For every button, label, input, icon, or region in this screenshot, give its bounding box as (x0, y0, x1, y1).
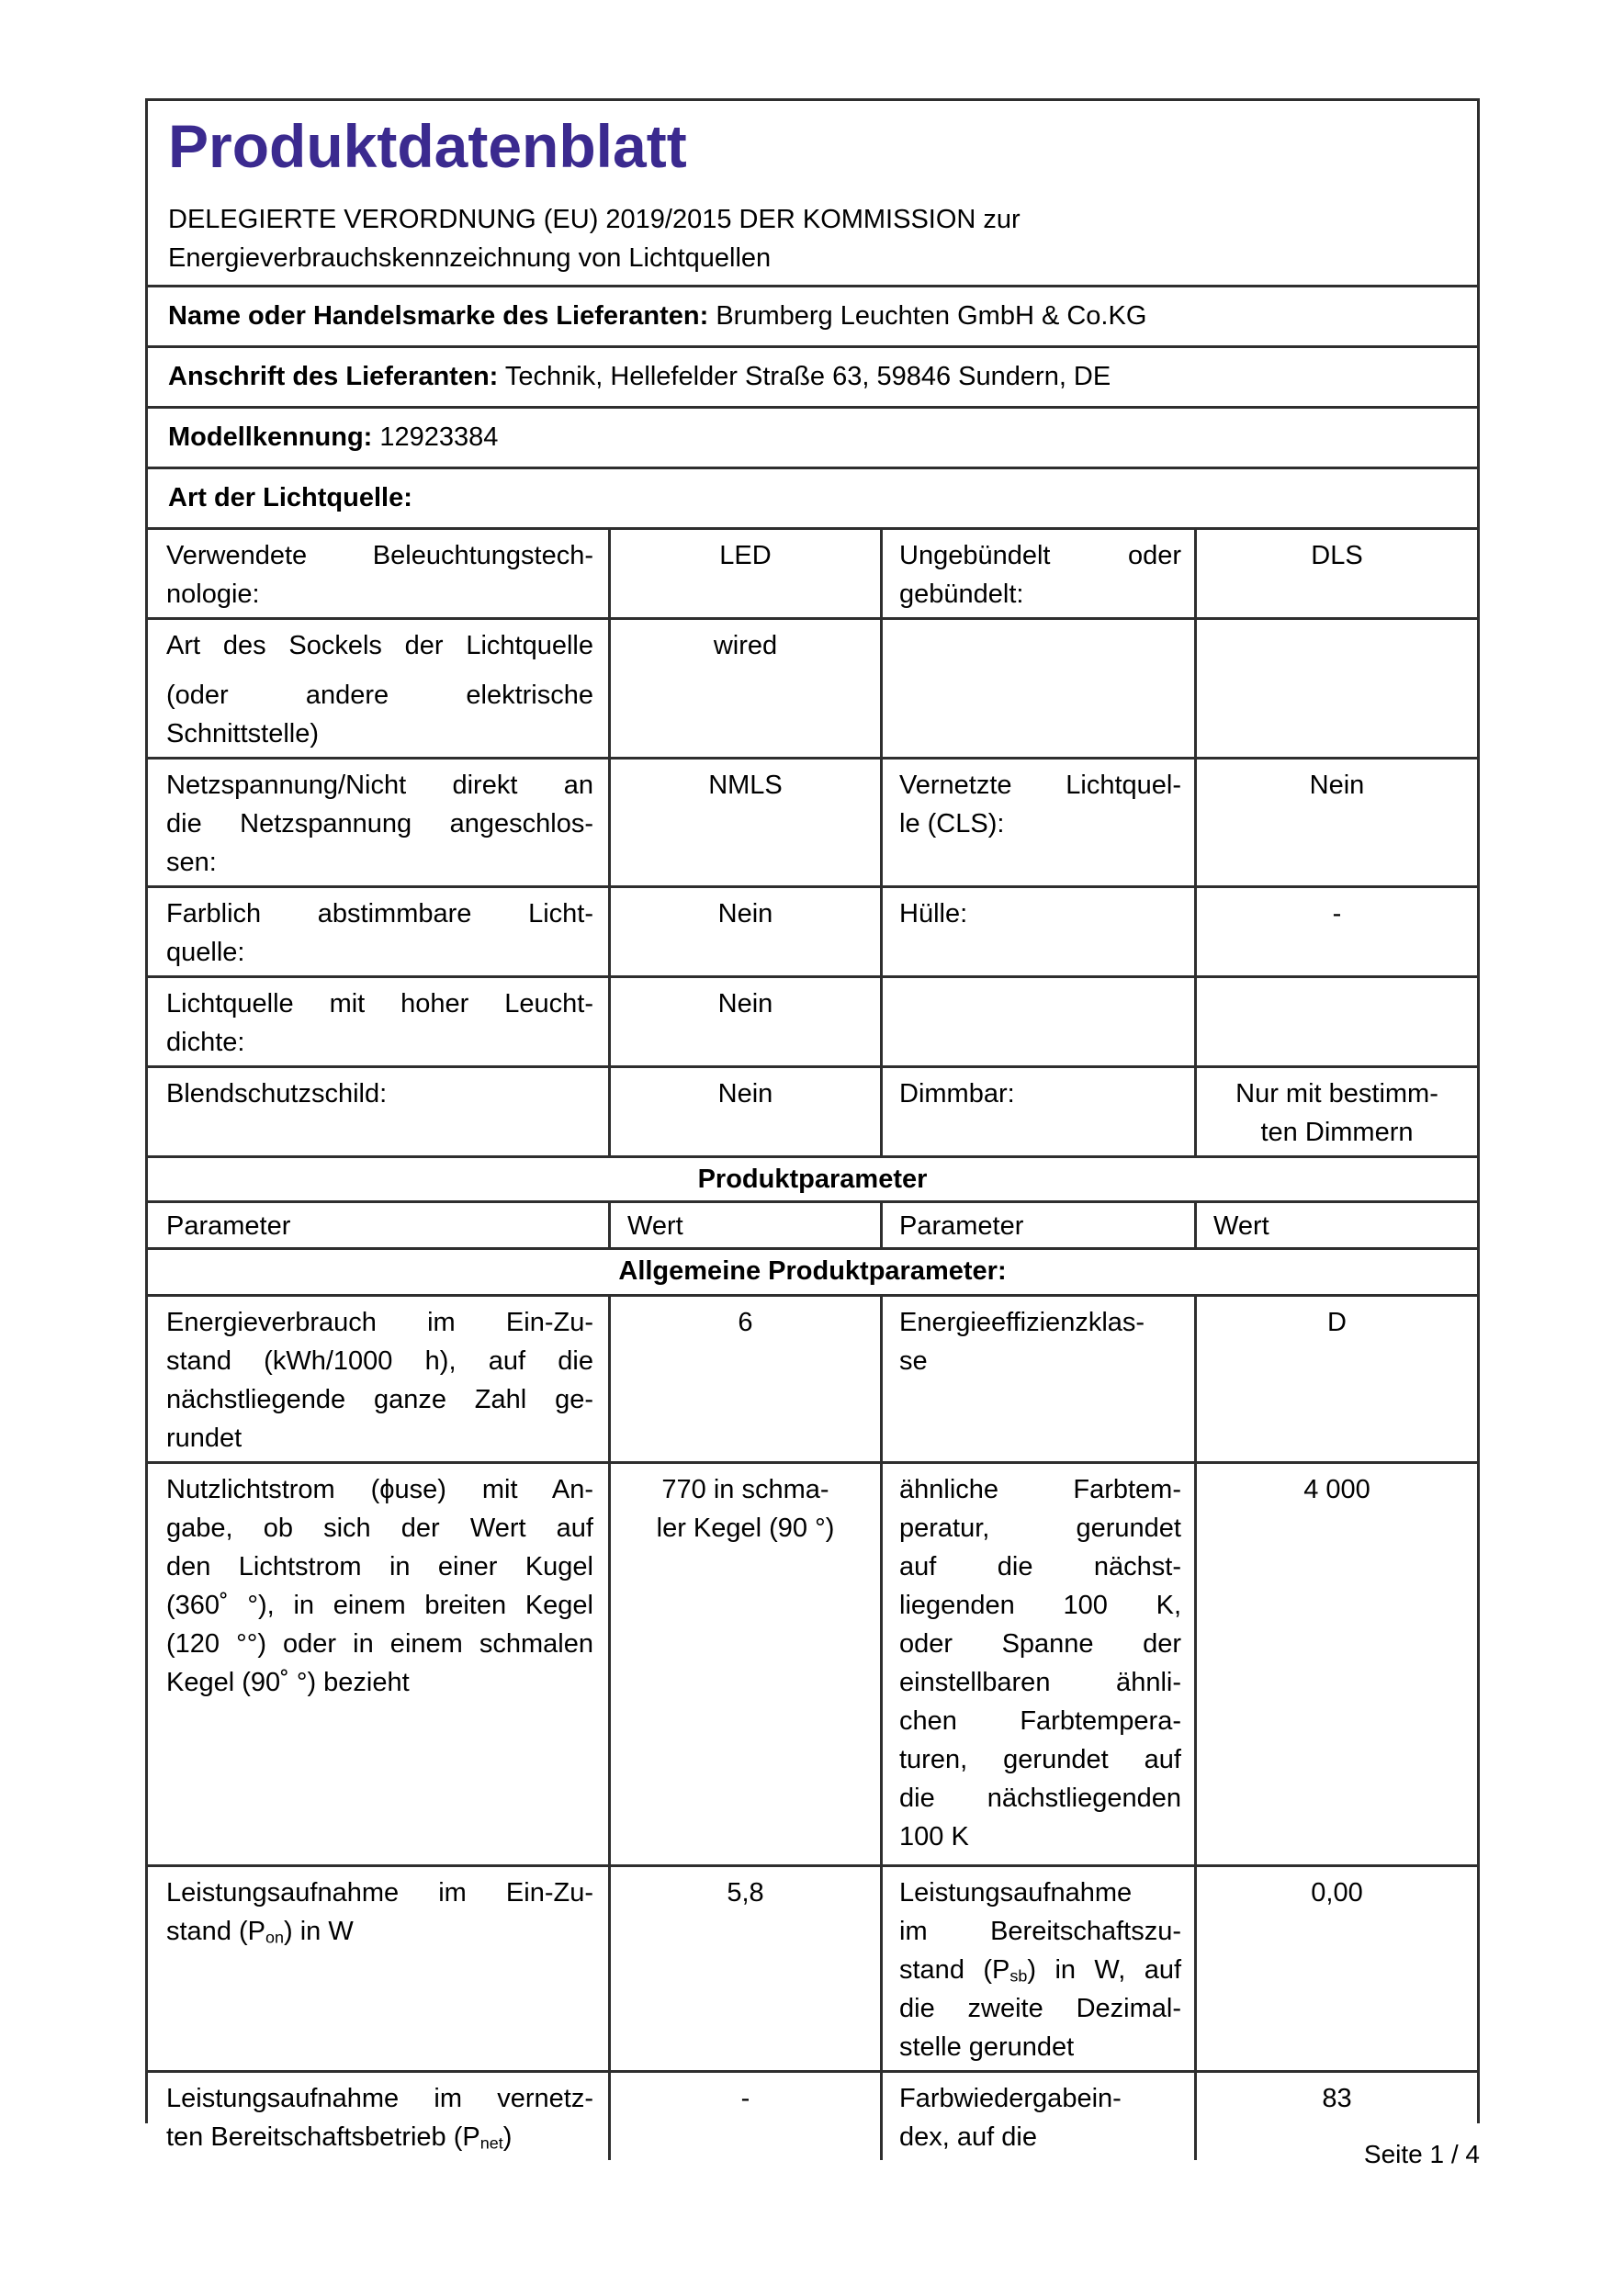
title-block (148, 101, 1477, 287)
parameter-cell (883, 978, 1197, 1065)
value-cell: D (1327, 1308, 1347, 1337)
supplier-address-row (148, 348, 1477, 409)
parameter-cell: Art des Sockels der Lichtquelle (oder andere elektrische Schnittstelle) (148, 620, 611, 757)
value-cell (1197, 978, 1477, 1065)
parameter-cell: Leistungsaufnahme im Bereitschaftszu- stand $(P_{sb})$ in W, auf die zweite Dezimal- stelle gerundet (883, 1867, 1197, 2070)
table-row (148, 620, 1477, 760)
general-parameters-header: Allgemeine Produktparameter: (148, 1250, 1477, 1297)
model-id-row (148, 409, 1477, 469)
column-header-parameter-2: Parameter (883, 1203, 1197, 1247)
value-cell: 83 (1322, 2084, 1352, 2113)
regulation-subtitle: DELEGIERTE VERORDNUNG (EU) 2019/2015 DER KOMMISSION zur Energieverbrauchskennzeichnung von Lichtquellen (168, 205, 1021, 273)
parameter-cell (883, 620, 1197, 757)
column-header-value-1: Wert (611, 1203, 883, 1247)
column-header-value-2: Wert (1213, 1211, 1269, 1241)
supplier-name-value: Brumberg Leuchten GmbH & Co.KG (716, 301, 1147, 331)
column-header-parameter-1: Parameter (148, 1203, 611, 1247)
parameter-cell: Leistungsaufnahme im vernetz- ten Bereitschaftsbetrieb $(P_{net})$ (148, 2073, 611, 2160)
light-source-type-row (148, 469, 1477, 530)
parameter-cell: Vernetzte Lichtquel- le (CLS): (883, 760, 1197, 885)
value-cell: 0,00 (1311, 1878, 1363, 1908)
value-cell: 6 (611, 1297, 883, 1461)
product-parameters-header: Produktparameter (148, 1158, 1477, 1203)
page-footer: Seite 1 / 4 (1363, 2140, 1480, 2168)
value-cell: Nein (611, 978, 883, 1065)
supplier-address-value: Technik, Hellefelder Straße 63, 59846 Sundern, DE (504, 362, 1111, 391)
table-row (148, 530, 1477, 620)
parameter-cell: ähnliche Farbtem- peratur, gerundet auf die nächst- liegenden 100 K, oder Spanne der einstellbaren ähnli- chen Farbtempera- turen, gerundet auf die nächstliegenden 100 K (883, 1464, 1197, 1864)
value-cell: wired (611, 620, 883, 757)
value-cell: Nein (1309, 771, 1365, 800)
parameter-cell: Blendschutzschild: (148, 1068, 611, 1155)
parameter-cell: Farbwiedergabein- dex, auf die (883, 2073, 1197, 2160)
value-cell: Nein (611, 888, 883, 975)
model-id-label: Modellkennung: (168, 422, 373, 452)
product-datasheet (145, 98, 1480, 2153)
table-row (148, 1068, 1477, 1158)
parameter-cell: Lichtquelle mit hoher Leucht- dichte: (148, 978, 611, 1065)
value-cell: DLS (1311, 541, 1363, 570)
table-row (148, 1464, 1477, 1867)
value-cell: NMLS (611, 760, 883, 885)
parameter-cell: Dimmbar: (883, 1068, 1197, 1155)
column-header-row (148, 1203, 1477, 1250)
parameter-cell: Hülle: (883, 888, 1197, 975)
value-cell: 770 in schma- ler Kegel (90 °) (611, 1464, 883, 1864)
parameter-cell: Verwendete Beleuchtungstech- nologie: (148, 530, 611, 617)
value-cell: 4 000 (1303, 1475, 1370, 1504)
light-source-type-label: Art der Lichtquelle: (168, 483, 412, 512)
value-cell: 5,8 (611, 1867, 883, 2070)
parameter-cell: Nutzlichtstrom (ϕuse) mit An- gabe, ob sich der Wert auf den Lichtstrom in einer Kugel (360˚ °), in einem breiten Kegel (120 °°) oder in einem schmalen Kegel (90˚ °) bezieht (148, 1464, 611, 1864)
parameter-cell: Netzspannung/Nicht direkt an die Netzspannung angeschlos- sen: (148, 760, 611, 885)
parameter-cell: Ungebündelt oder gebündelt: (883, 530, 1197, 617)
table-row (148, 888, 1477, 978)
table-row (148, 978, 1477, 1068)
supplier-address-label: Anschrift des Lieferanten: (168, 362, 499, 391)
parameter-cell: Leistungsaufnahme im Ein-Zu- stand $(P_{on})$ in W (148, 1867, 611, 2070)
parameter-cell: Energieverbrauch im Ein-Zu- stand (kWh/1000 h), auf die nächstliegende ganze Zahl ge- rundet (148, 1297, 611, 1461)
value-cell: - (1332, 899, 1342, 929)
table-row (148, 1867, 1477, 2073)
value-cell: LED (611, 530, 883, 617)
model-id-value: 12923384 (379, 422, 499, 452)
value-cell (1197, 620, 1477, 757)
value-cell: Nur mit bestimm- ten Dimmern (1235, 1079, 1438, 1147)
parameter-cell: Farblich abstimmbare Licht- quelle: (148, 888, 611, 975)
supplier-name-row (148, 287, 1477, 348)
table-row (148, 760, 1477, 888)
table-row (148, 1297, 1477, 1464)
supplier-name-label: Name oder Handelsmarke des Lieferanten: (168, 301, 709, 331)
page-title: Produktdatenblatt (168, 112, 687, 180)
value-cell: Nein (611, 1068, 883, 1155)
value-cell: - (611, 2073, 883, 2160)
parameter-cell: Energieeffizienzklas- se (883, 1297, 1197, 1461)
